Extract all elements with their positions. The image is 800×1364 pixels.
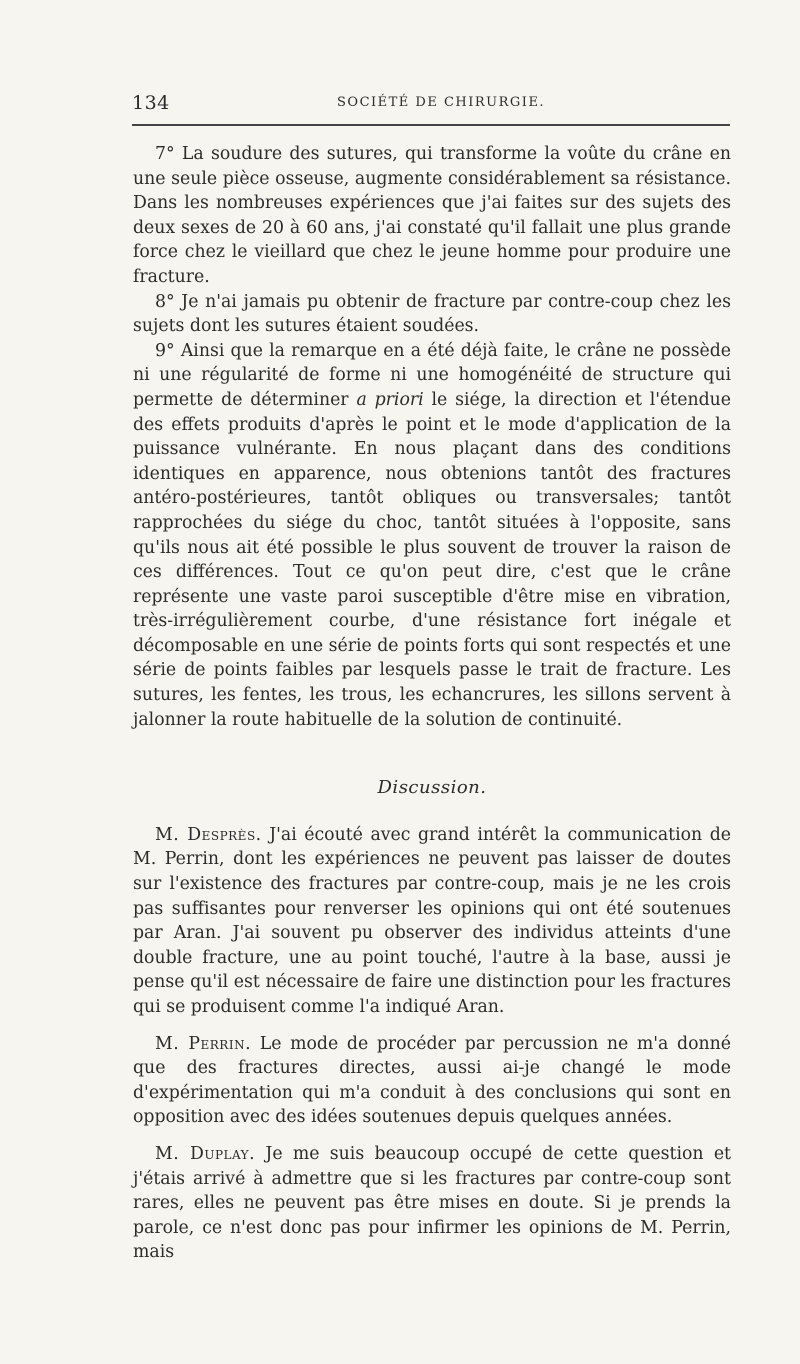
a-priori-italic: a priori xyxy=(356,389,424,410)
despres-remark xyxy=(133,823,731,1020)
paragraph-7: 7° La soudure des sutures, qui transforme la voûte du crâne en une seule pièce osseuse, augmente considérablement sa résistance. Dans les nombreuses expériences que j'ai faites sur des sujets des deux sexes de 20 à 60 ans, j'ai constaté qu'il fallait une plus grande force chez le vieillard que chez le jeune homme pour produire une fracture. xyxy=(133,144,731,287)
header-rule xyxy=(132,124,730,126)
speaker-perrin: M. Perrin. xyxy=(155,1033,252,1054)
speaker-despres: M. Desprès. xyxy=(155,824,262,845)
page-number: 134 xyxy=(132,92,170,114)
paragraph-8: 8° Je n'ai jamais pu obtenir de fracture par contre-coup chez les sujets dont les sutures étaient soudées. xyxy=(133,291,731,337)
duplay-remark xyxy=(133,1142,731,1265)
duplay-text: Je me suis beaucoup occupé de cette question et j'étais arrivé à admettre que si les fractures par contre-coup sont rares, elles ne peuvent pas être mises en doute. Si je prends la parole, ce n'est donc pas pour infirmer les opinions de M. Perrin, mais xyxy=(133,1143,731,1263)
paragraph-9-end: le siége, la direction et l'étendue des effets produits d'après le point et le mode d'application de la puissance vulnérante. En nous plaçant dans des conditions identiques en apparence, nous obtenions tantôt des fractures antéro-postérieures, tantôt obliques ou transversales; tantôt rapprochées du siége du choc, tantôt situées à l'opposite, sans qu'ils nous ait été possible le plus souvent de trouver la raison de ces différences. Tout ce qu'on peut dire, c'est que le crâne représente une vaste paroi susceptible d'être mise en vibration, très-irrégulièrement courbe, d'une résistance fort inégale et décomposable en une série de points forts qui sont respectés et une série de points faibles par lesquels passe le trait de fracture. Les sutures, les fentes, les trous, les echancrures, les sillons servent à jalonner la route habituelle de la solution de continuité. xyxy=(133,389,732,730)
perrin-remark xyxy=(133,1032,731,1130)
page-header xyxy=(132,92,730,118)
despres-text: J'ai écouté avec grand intérêt la communication de M. Perrin, dont les expériences ne peuvent pas laisser de doutes sur l'existence des fractures par contre-coup, mais je ne les crois pas suffisantes pour renverser les opinions qui ont été soutenues par Aran. J'ai souvent pu observer des individus atteints d'une double fracture, une au point touché, l'autre à la base, aussi je pense qu'il est nécessaire de faire une distinction pour les fractures qui se produisent comme l'a indiqué Aran. xyxy=(133,824,731,1017)
paragraph-9-start: 9° Ainsi que la remarque en a été déjà faite, le crâne ne possède ni une régularité de forme ni une homogénéité de structure qui permette de déterminer xyxy=(133,340,731,410)
running-title: SOCIÉTÉ DE CHIRURGIE. xyxy=(337,95,546,110)
perrin-text: Le mode de procéder par percussion ne m'a donné que des fractures directes, aussi ai-je changé le mode d'expérimentation qui m'a conduit à des conclusions qui sont en opposition avec des idées soutenues depuis quelques années. xyxy=(133,1033,731,1128)
paragraph-9 xyxy=(133,339,731,733)
body-text xyxy=(133,142,731,1265)
speaker-duplay: M. Duplay. xyxy=(155,1143,256,1164)
discussion-heading: Discussion. xyxy=(377,777,487,799)
